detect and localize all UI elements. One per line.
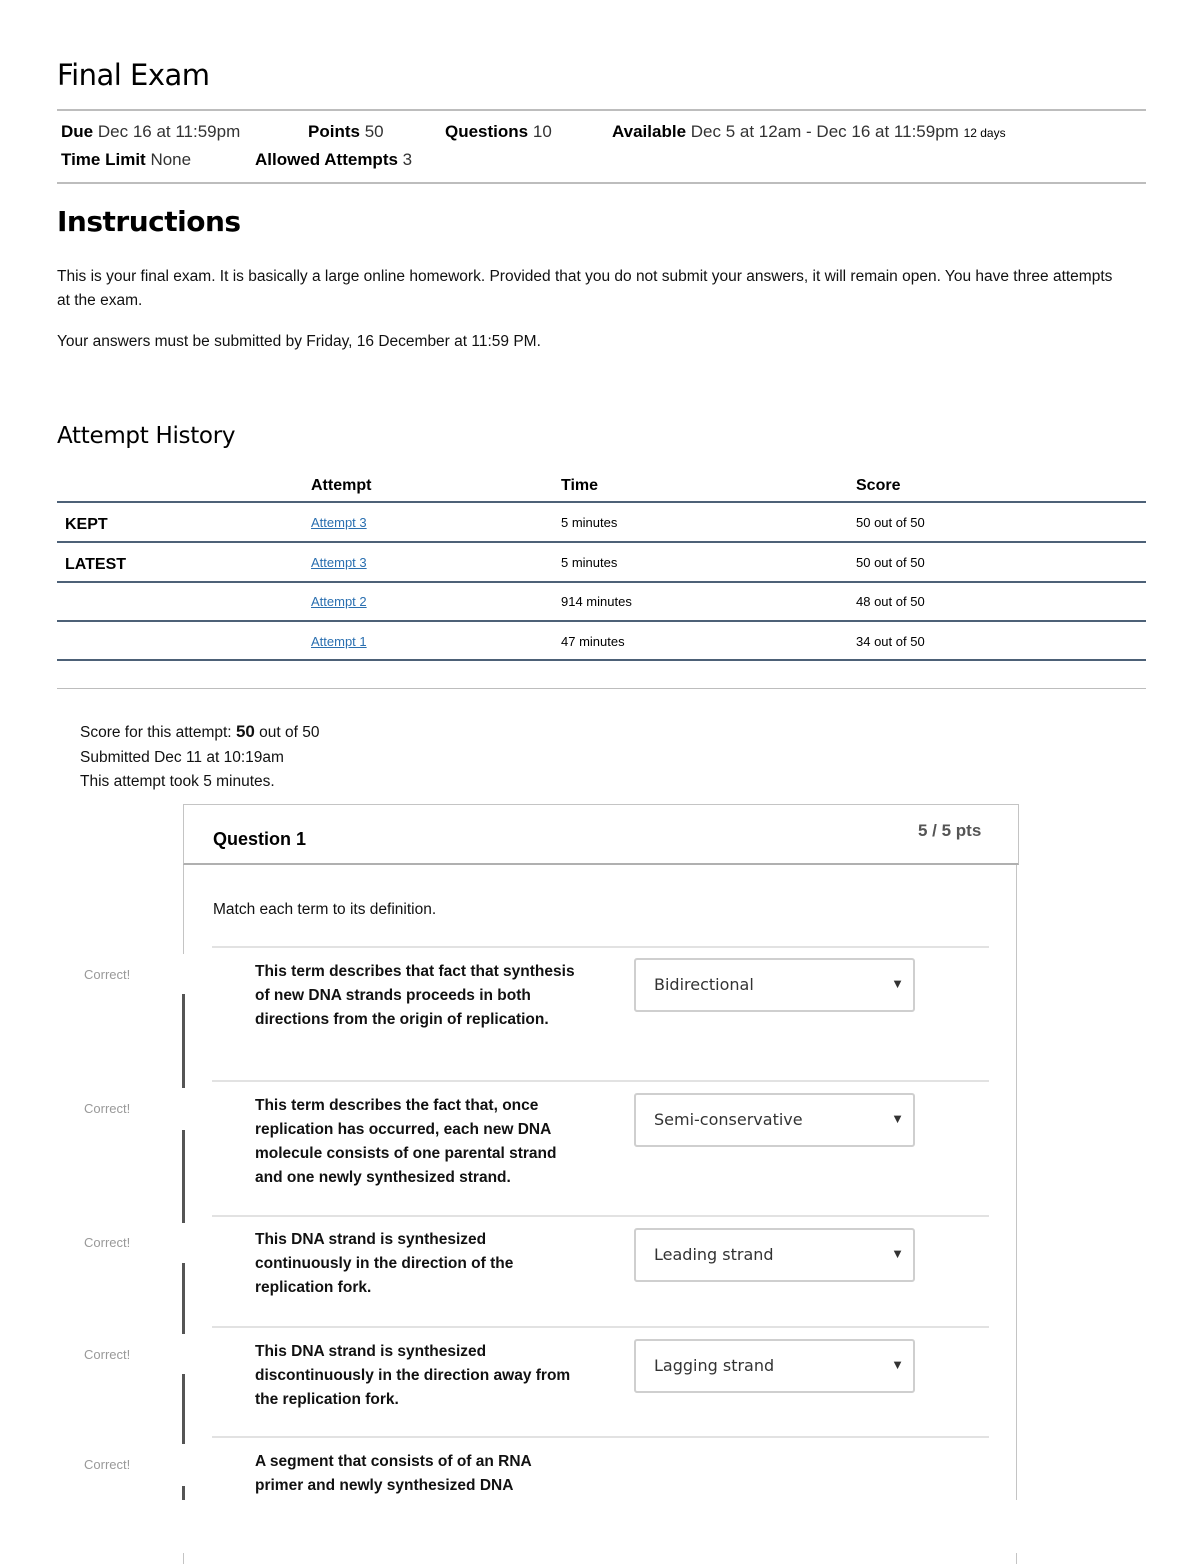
dropdown-arrow-icon: ▼: [891, 1111, 904, 1126]
answer-indicator-bar: [182, 1374, 185, 1444]
table-divider: [57, 541, 1146, 543]
correct-label: Correct!: [84, 1457, 131, 1472]
column-header-score: Score: [856, 477, 901, 494]
available-detail: Available Dec 5 at 12am - Dec 16 at 11:59pm 12 days: [612, 122, 1006, 141]
correct-label: Correct!: [84, 1235, 131, 1250]
answer-indicator-bar: [182, 1130, 185, 1223]
time-limit-detail: Time Limit None: [61, 150, 192, 169]
deadline-paragraph: Your answers must be submitted by Friday, 16 December at 11:59 PM.: [57, 333, 541, 350]
attempt-link[interactable]: Attempt 3: [311, 555, 367, 570]
match-prompt: This term describes that fact that synthesis of new DNA strands proceeds in both directions from the origin of replication.: [255, 963, 575, 1028]
instructions-heading: Instructions: [57, 205, 241, 238]
page-bottom-cut: [180, 1500, 1020, 1553]
question-header: [183, 804, 1019, 865]
answer-select-value: Lagging strand: [654, 1356, 775, 1375]
column-header-attempt: Attempt: [311, 477, 372, 494]
row-label-latest: LATEST: [65, 556, 127, 573]
match-prompt: This DNA strand is synthesized continuously in the direction of the replication fork.: [255, 1231, 514, 1296]
details-divider: [57, 182, 1146, 184]
attempt-score: 50 out of 50: [856, 515, 925, 530]
available-days: 12 days: [963, 126, 1006, 140]
item-divider: [212, 946, 989, 948]
attempt-link[interactable]: Attempt 2: [311, 594, 367, 609]
attempt-time: 47 minutes: [561, 634, 625, 649]
duration-line: This attempt took 5 minutes.: [80, 773, 275, 790]
page-title: Final Exam: [57, 58, 210, 92]
section-divider: [57, 688, 1146, 689]
bar-gap: [181, 1334, 187, 1374]
answer-select-value: Semi-conservative: [654, 1110, 803, 1129]
correct-label: Correct!: [84, 967, 131, 982]
attempt-time: 914 minutes: [561, 594, 632, 609]
answer-indicator-bar: [182, 1263, 185, 1334]
match-prompt: A segment that consists of of an RNA primer and newly synthesized DNA: [255, 1453, 532, 1494]
answer-select[interactable]: [634, 1339, 915, 1393]
due-detail: Due Dec 16 at 11:59pm: [61, 122, 241, 141]
dropdown-arrow-icon: ▼: [891, 1246, 904, 1261]
attempt-history-heading: Attempt History: [57, 423, 236, 449]
questions-detail: Questions 10: [445, 122, 552, 141]
header-divider: [57, 109, 1146, 111]
answer-select[interactable]: [634, 1228, 915, 1282]
attempt-score-value: 50: [235, 722, 255, 741]
table-divider: [57, 620, 1146, 622]
item-divider: [212, 1436, 989, 1438]
points-detail: Points 50: [308, 122, 384, 141]
column-header-time: Time: [561, 477, 599, 494]
table-divider: [57, 501, 1146, 503]
attempt-summary: [80, 720, 320, 795]
table-divider: [57, 581, 1146, 583]
item-divider: [212, 1080, 989, 1082]
answer-indicator-bar: [182, 1486, 185, 1500]
allowed-attempts-detail: Allowed Attempts 3: [255, 150, 413, 169]
attempt-score: 34 out of 50: [856, 634, 925, 649]
attempt-link[interactable]: Attempt 1: [311, 634, 367, 649]
row-label-kept: KEPT: [65, 516, 108, 533]
dropdown-arrow-icon: ▼: [891, 1357, 904, 1372]
attempt-link[interactable]: Attempt 3: [311, 515, 367, 530]
answer-select-value: Leading strand: [654, 1245, 774, 1264]
table-divider: [57, 659, 1146, 661]
answer-select-value: Bidirectional: [654, 975, 754, 994]
attempt-score-line: Score for this attempt: 50 out of 50: [80, 722, 320, 741]
dropdown-arrow-icon: ▼: [891, 976, 904, 991]
correct-label: Correct!: [84, 1101, 131, 1116]
correct-label: Correct!: [84, 1347, 131, 1362]
answer-select[interactable]: [634, 958, 915, 1012]
attempt-score: 48 out of 50: [856, 594, 925, 609]
bar-gap: [181, 954, 187, 994]
question-title: Question 1: [213, 829, 307, 849]
question-prompt: Match each term to its definition.: [213, 901, 437, 918]
bar-gap: [181, 1444, 187, 1486]
match-prompt: This DNA strand is synthesized discontinuously in the direction away from the replication fork.: [255, 1343, 571, 1408]
item-divider: [212, 1215, 989, 1217]
attempt-time: 5 minutes: [561, 555, 618, 570]
instructions-paragraph: This is your final exam. It is basically a large online homework. Provided that you do not submit your answers, it will remain open. You have three attempts at the exam.: [57, 268, 1113, 309]
submitted-line: Submitted Dec 11 at 10:19am: [80, 748, 284, 766]
answer-indicator-bar: [182, 994, 185, 1088]
attempt-score: 50 out of 50: [856, 555, 925, 570]
question-points: 5 / 5 pts: [918, 821, 982, 840]
item-divider: [212, 1326, 989, 1328]
bar-gap: [181, 1088, 187, 1130]
answer-select[interactable]: [634, 1093, 915, 1147]
match-prompt: This term describes the fact that, once replication has occurred, each new DNA molecule consists of one parental strand and one newly synthesized strand.: [255, 1097, 557, 1186]
bar-gap: [181, 1223, 187, 1263]
attempt-time: 5 minutes: [561, 515, 618, 530]
